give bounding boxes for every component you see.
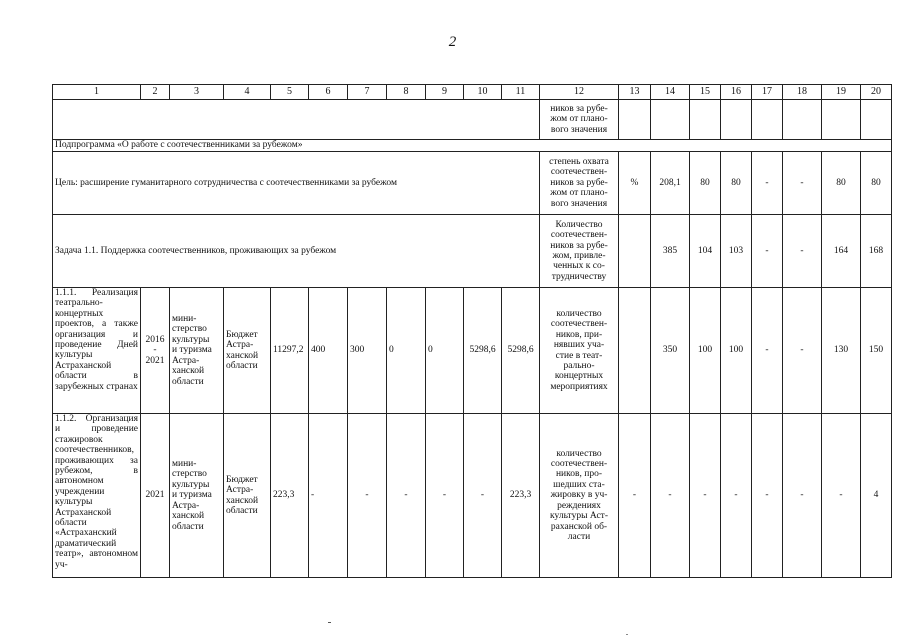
col-header: 14: [651, 85, 690, 100]
col-header: 3: [170, 85, 224, 100]
carry-over-blank: [53, 100, 540, 140]
carry-over-row: [53, 100, 892, 140]
column-number-row: [53, 85, 892, 100]
page-number: 2: [448, 34, 457, 50]
measure-value-10: 5298,6: [464, 288, 502, 414]
measure-value-17: -: [752, 414, 783, 578]
col-header: 4: [224, 85, 271, 100]
goal-value-20: 80: [861, 152, 892, 215]
task-row: [53, 215, 892, 288]
measure-value-14: 350: [651, 288, 690, 414]
measure-total: 11297,2: [271, 288, 309, 414]
measure-value-8: 0: [387, 288, 426, 414]
table-cell: [783, 100, 822, 140]
carry-over-indicator: ников за рубе- жом от плано- вого значения: [540, 100, 619, 140]
col-header: 18: [783, 85, 822, 100]
table-cell: [861, 100, 892, 140]
measure-period: 2016 - 2021: [141, 288, 170, 414]
measure-value-11: 5298,6: [502, 288, 540, 414]
measure-value-19: 130: [822, 288, 861, 414]
measure-name: 1.1.1. Реализация театрально-концертных проектов, а также организация и проведение Дней культуры Астраханской области в зарубежных странах: [53, 288, 141, 414]
col-header: 16: [721, 85, 752, 100]
task-value-20: 168: [861, 215, 892, 288]
measure-executor: мини- стерство культуры и туризма Астра- ханской области: [170, 288, 224, 414]
measure-executor: мини- стерство культуры и туризма Астра- ханской области: [170, 414, 224, 578]
measure-value-18: -: [783, 414, 822, 578]
col-header: 2: [141, 85, 170, 100]
table-cell: [721, 100, 752, 140]
measure-value-20: 150: [861, 288, 892, 414]
goal-value-18: -: [783, 152, 822, 215]
subprogram-title: Подпрограмма «О работе с соотечественниками за рубежом»: [53, 140, 892, 152]
measure-value-11: 223,3: [502, 414, 540, 578]
measure-value-6: -: [309, 414, 348, 578]
col-header: 12: [540, 85, 619, 100]
measure-value-20: 4: [861, 414, 892, 578]
scan-speck: [626, 634, 628, 635]
measure-indicator: количество соотечествен- ников, про- шедших ста- жировку в уч- реждениях культуры Аст- раханской об- ласти: [540, 414, 619, 578]
measure-value-6: 400: [309, 288, 348, 414]
measure-value-10: -: [464, 414, 502, 578]
col-header: 20: [861, 85, 892, 100]
col-header: 5: [271, 85, 309, 100]
measure-value-16: 100: [721, 288, 752, 414]
table-cell: [651, 100, 690, 140]
task-value-17: -: [752, 215, 783, 288]
goal-value-16: 80: [721, 152, 752, 215]
table-row: [53, 414, 892, 578]
task-value-15: 104: [690, 215, 721, 288]
measure-value-8: -: [387, 414, 426, 578]
col-header: 10: [464, 85, 502, 100]
measure-total: 223,3: [271, 414, 309, 578]
measure-period: 2021: [141, 414, 170, 578]
goal-value-14: 208,1: [651, 152, 690, 215]
goal-value-19: 80: [822, 152, 861, 215]
goal-unit: %: [619, 152, 651, 215]
measure-value-16: -: [721, 414, 752, 578]
measure-value-9: 0: [426, 288, 464, 414]
measure-indicator: количество соотечествен- ников, при- нявших уча- стие в теат- рально- концертных мероприятиях: [540, 288, 619, 414]
goal-row: [53, 152, 892, 215]
goal-text: Цель: расширение гуманитарного сотрудничества с соотечественниками за рубежом: [53, 152, 540, 215]
measure-value-17: -: [752, 288, 783, 414]
measure-value-19: -: [822, 414, 861, 578]
table-cell: [619, 100, 651, 140]
measure-value-7: 300: [348, 288, 387, 414]
table-row: [53, 288, 892, 414]
col-header: 9: [426, 85, 464, 100]
task-value-18: -: [783, 215, 822, 288]
goal-indicator: степень охвата соотечествен- ников за рубе- жом от плано- вого значения: [540, 152, 619, 215]
measure-value-9: -: [426, 414, 464, 578]
task-value-16: 103: [721, 215, 752, 288]
subprogram-row: [53, 140, 892, 152]
scan-speck: [328, 622, 331, 623]
measure-funding-source: Бюджет Астра- ханской области: [224, 414, 271, 578]
table-cell: [822, 100, 861, 140]
col-header: 1: [53, 85, 141, 100]
col-header: 11: [502, 85, 540, 100]
measure-unit: [619, 288, 651, 414]
col-header: 19: [822, 85, 861, 100]
task-indicator: Количество соотечествен- ников за рубе- жом, привле- ченных к со- трудничеству: [540, 215, 619, 288]
measure-value-15: -: [690, 414, 721, 578]
program-table: [52, 84, 892, 578]
col-header: 13: [619, 85, 651, 100]
measure-value-15: 100: [690, 288, 721, 414]
measure-unit: -: [619, 414, 651, 578]
measure-name: 1.1.2. Организация и проведение стажировок соотечественников, проживающих за рубежом, в автономном учреждении культуры Астраханской области «Астраханский драматический театр», автономном уч-: [53, 414, 141, 578]
task-unit: [619, 215, 651, 288]
measure-funding-source: Бюджет Астра- ханской области: [224, 288, 271, 414]
col-header: 7: [348, 85, 387, 100]
measure-value-18: -: [783, 288, 822, 414]
task-text: Задача 1.1. Поддержка соотечественников, проживающих за рубежом: [53, 215, 540, 288]
table-cell: [752, 100, 783, 140]
measure-value-14: -: [651, 414, 690, 578]
col-header: 8: [387, 85, 426, 100]
measure-value-7: -: [348, 414, 387, 578]
goal-value-17: -: [752, 152, 783, 215]
task-value-19: 164: [822, 215, 861, 288]
col-header: 15: [690, 85, 721, 100]
col-header: 6: [309, 85, 348, 100]
task-value-14: 385: [651, 215, 690, 288]
goal-value-15: 80: [690, 152, 721, 215]
table-cell: [690, 100, 721, 140]
col-header: 17: [752, 85, 783, 100]
